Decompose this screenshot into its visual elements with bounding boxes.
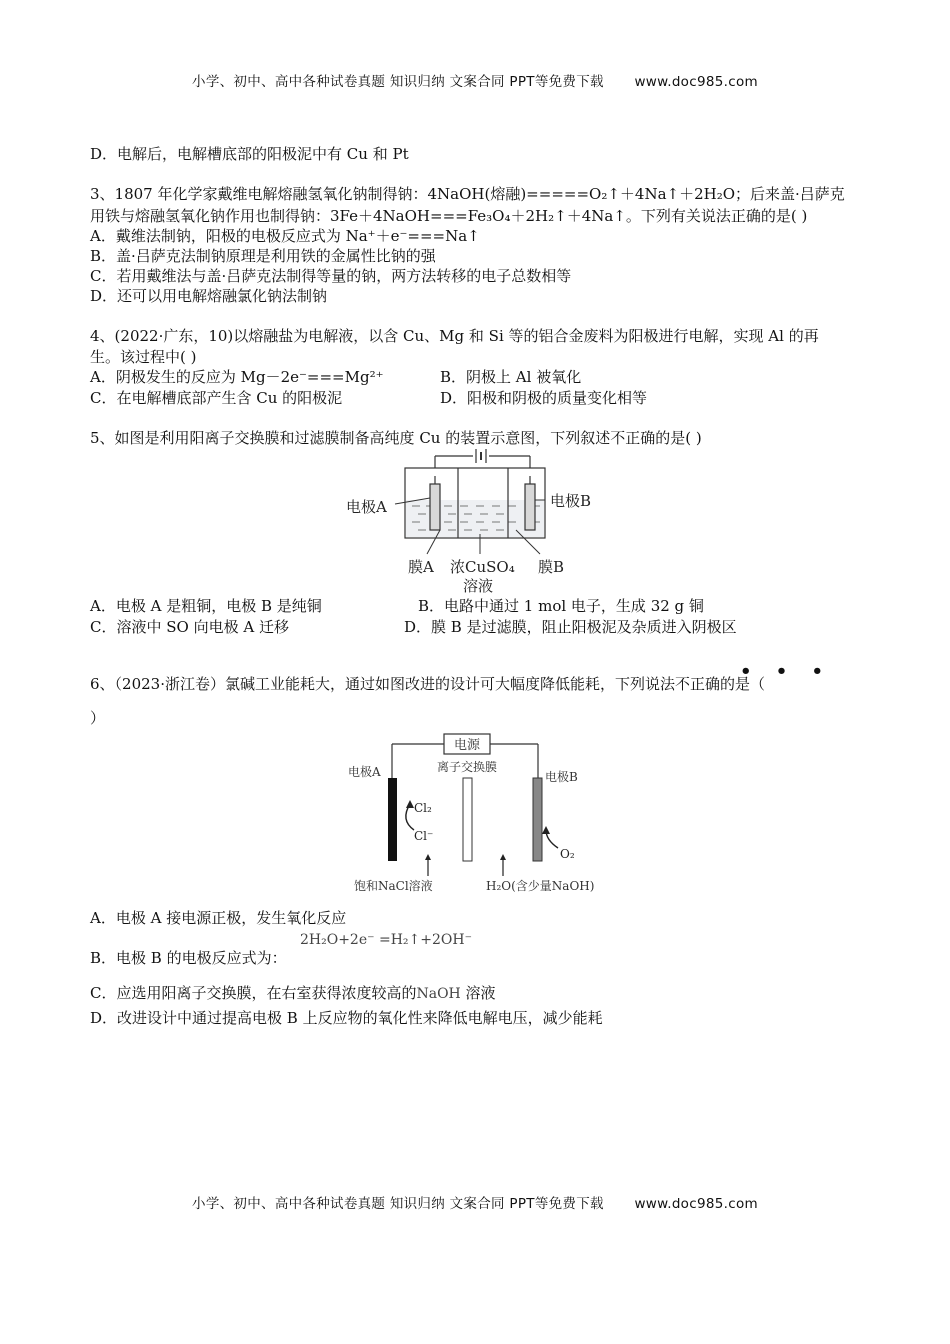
q3-stem-line2: 用铁与熔融氢氧化钠作用也制得钠：3Fe＋4NaOH===Fe₃O₄＋2H₂↑＋4Na↑。下列有关说法正确的是( ) <box>90 207 808 225</box>
emphasis-dots: • • • <box>740 661 833 682</box>
q3-option-a: A．戴维法制钠，阳极的电极反应式为 Na⁺＋e⁻===Na↑ <box>90 227 480 245</box>
arrow-up-icon <box>406 800 414 808</box>
q3-option-d: D．还可以用电解熔融氯化钠法制钠 <box>90 287 328 305</box>
label-membrane: 离子交换膜 <box>436 760 498 774</box>
q6-stem-line1: 6、（2023·浙江卷）氯碱工业能耗大，通过如图改进的设计可大幅度降低能耗，下列说法不正确的是（ <box>90 675 765 693</box>
q4-option-d: D．阳极和阴极的质量变化相等 <box>440 389 648 407</box>
electrode-a-bar <box>388 778 397 861</box>
q6-option-c <box>90 983 496 1004</box>
q5-option-d: D．膜 B 是过滤膜，阻止阳极泥及杂质进入阴极区 <box>404 618 737 636</box>
q6-option-a: A．电极 A 接电源正极，发生氧化反应 <box>90 909 347 927</box>
label-electrode-b: 电极B <box>550 492 592 510</box>
q3-option-c: C．若用戴维法与盖·吕萨克法制得等量的钠，两方法转移的电子总数相等 <box>90 267 572 285</box>
label-solution-2: 溶液 <box>463 577 494 595</box>
q5-stem: 5、如图是利用阳离子交换膜和过滤膜制备高纯度 Cu 的装置示意图，下列叙述不正确的是( ) <box>90 429 702 447</box>
q6-option-c-tail: 溶液 <box>460 984 496 1002</box>
label-electrode-b: 电极B <box>545 770 578 784</box>
label-electrode-a: 电极A <box>348 765 381 779</box>
q3-stem-line1: 3、1807 年化学家戴维电解熔融氢氧化钠制得钠：4NaOH(熔融)=====O₂↑＋4Na↑＋2H₂O；后来盖·吕萨克 <box>90 185 845 203</box>
q4-option-c: C．在电解槽底部产生含 Cu 的阳极泥 <box>90 389 343 407</box>
label-right-solution: H₂O(含少量NaOH) <box>486 879 595 893</box>
electrode-b-bar <box>533 778 542 861</box>
footer-site: www.doc985.com <box>634 1196 758 1212</box>
label-electrode-a: 电极A <box>346 498 387 516</box>
q3-option-b: B．盖·吕萨克法制钠原理是利用铁的金属性比钠的强 <box>90 247 436 265</box>
q5-option-a: A．电极 A 是粗铜，电极 B 是纯铜 <box>90 597 322 615</box>
label-left-solution: 饱和NaCl溶液 <box>354 879 433 893</box>
label-power: 电源 <box>453 738 481 753</box>
q5-option-b: B．电路中通过 1 mol 电子，生成 32 g 铜 <box>418 597 704 615</box>
label-o2: O₂ <box>560 847 575 861</box>
q6-option-b-formula: 2H₂O+2e⁻ =H₂↑+2OH⁻ <box>300 932 472 948</box>
label-membrane-b: 膜B <box>538 558 565 576</box>
page-header <box>0 70 950 90</box>
q6-option-c-text: C．应选用阳离子交换膜，在右室获得浓度较高的 <box>90 984 417 1002</box>
electrode-a <box>430 484 440 530</box>
header-text: 小学、初中、高中各种试卷真题 知识归纳 文案合同 PPT等免费下载 <box>192 74 604 90</box>
q6-option-b: B．电极 B 的电极反应式为： <box>90 949 287 967</box>
q6-stem-line2: ） <box>90 709 106 727</box>
q5-option-c: C．溶液中 SO 向电极 A 迁移 <box>90 618 289 636</box>
q6-option-d: D．改进设计中通过提高电极 B 上反应物的氧化性来降低电解电压，减少能耗 <box>90 1009 603 1027</box>
page-footer <box>0 1192 950 1212</box>
label-cl-ion: Cl⁻ <box>414 829 434 843</box>
header-site: www.doc985.com <box>634 74 758 90</box>
label-solution-1: 浓CuSO₄ <box>450 558 515 576</box>
q6-diagram <box>340 728 630 898</box>
electrode-b <box>525 484 535 530</box>
q4-option-a: A．阴极发生的反应为 Mg－2e⁻===Mg²⁺ <box>90 368 384 386</box>
ion-exchange-membrane <box>463 778 472 861</box>
q4-option-b: B．阴极上 Al 被氧化 <box>440 368 582 386</box>
arrow-icon <box>542 826 550 834</box>
footer-text: 小学、初中、高中各种试卷真题 知识归纳 文案合同 PPT等免费下载 <box>192 1196 604 1212</box>
q4-stem-line1: 4、(2022·广东，10)以熔融盐为电解液，以含 Cu、Mg 和 Si 等的铝合金废料为阳极进行电解，实现 Al 的再 <box>90 327 819 345</box>
naoh-formula: NaOH <box>416 986 461 1002</box>
q4-stem-line2: 生。该过程中( ) <box>90 348 197 366</box>
q5-diagram <box>340 448 620 598</box>
label-membrane-a: 膜A <box>408 558 434 576</box>
prev-option-d: D．电解后，电解槽底部的阳极泥中有 Cu 和 Pt <box>90 145 409 163</box>
label-cl2: Cl₂ <box>414 801 432 815</box>
